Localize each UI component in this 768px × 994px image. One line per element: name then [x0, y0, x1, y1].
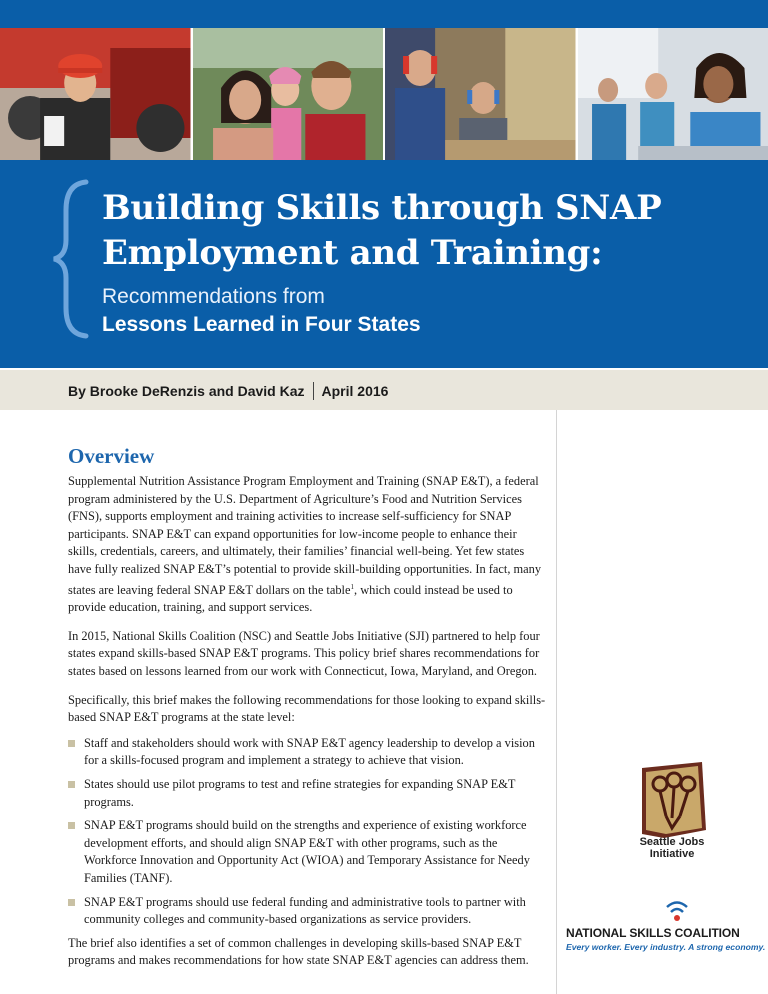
brace-ornament: [50, 178, 94, 340]
byline-authors: By Brooke DeRenzis and David Kaz: [68, 383, 305, 399]
bullet-square-icon: [68, 781, 75, 788]
title-line-1: Building Skills through SNAP: [102, 188, 662, 228]
recommendations-list: [68, 735, 546, 929]
family-photo: [193, 28, 384, 160]
paragraph-1-text-b: , which could instead be used to provide education, training, and support services.: [68, 582, 513, 615]
overview-paragraph-2: In 2015, National Skills Coalition (NSC) and Seattle Jobs Initiative (SJI) partnered to help four states expand skills-based SNAP E&T programs. This policy brief shares recommendations for states based on lessons learned from our work with Connecticut, Iowa, Maryland, and Oregon.: [68, 628, 540, 679]
subtitle-line-2: Lessons Learned in Four States: [102, 313, 421, 336]
bullet-square-icon: [68, 899, 75, 906]
nsc-signal-icon: [662, 898, 692, 924]
bullet-square-icon: [68, 740, 75, 747]
top-color-bar: [0, 0, 768, 28]
list-item: [68, 776, 546, 811]
list-item-text: Staff and stakeholders should work with SNAP E&T agency leadership to develop a vision for a skills-focused program and implement a strategy to achieve that vision.: [84, 735, 535, 768]
byline-separator: [313, 382, 314, 400]
column-divider: [556, 410, 557, 994]
sji-line-2: Initiative: [649, 848, 695, 860]
list-item-text: SNAP E&T programs should use federal funding and administrative tools to partner with community colleges and community-based organizations as service providers.: [84, 894, 526, 927]
photo-strip: [0, 28, 768, 160]
list-item: [68, 894, 546, 929]
list-item: [68, 735, 546, 770]
overview-paragraph-3: Specifically, this brief makes the following recommendations for those looking to expand skills-based SNAP E&T programs at the state level:: [68, 692, 546, 725]
list-item: [68, 817, 546, 887]
list-item-text: SNAP E&T programs should build on the strengths and experience of existing workforce development efforts, and should align SNAP E&T with other programs, such as the Workforce Innovation and Opportunity Act (WIOA) and Temporary Assistance for Needy Families (TANF).: [84, 818, 530, 885]
title-line-2: Employment and Training:: [102, 233, 603, 273]
nsc-logo-tagline: Every worker. Every industry. A strong economy.: [566, 942, 766, 952]
workshop-training-photo: [385, 28, 576, 160]
classroom-students-photo: [578, 28, 768, 160]
byline: [68, 382, 388, 400]
overview-heading: Overview: [68, 444, 155, 468]
worker-hardhat-photo: [0, 28, 191, 160]
nsc-logo-name: NATIONAL SKILLS COALITION: [566, 926, 740, 940]
list-item-text: States should use pilot programs to test and refine strategies for expanding SNAP E&T programs.: [84, 777, 516, 809]
footnote-marker: 1: [350, 582, 354, 591]
subtitle-line-1: Recommendations from: [102, 285, 325, 308]
sji-logo-text: [632, 836, 712, 860]
overview-paragraph-1: [68, 473, 546, 617]
overview-section: [68, 444, 546, 981]
document-title: [102, 186, 742, 276]
sji-line-1: Seattle Jobs: [639, 836, 705, 848]
bullet-square-icon: [68, 822, 75, 829]
byline-date: April 2016: [321, 383, 389, 399]
overview-paragraph-4: The brief also identifies a set of common challenges in developing skills-based SNAP E&T programs and makes recommendations for how state SNAP E&T agencies can address them.: [68, 935, 529, 968]
paragraph-1-text-a: Supplemental Nutrition Assistance Program Employment and Training (SNAP E&T), a federal program administered by the U.S. Department of Agriculture’s Food and Nutrition Services (FNS), supports employment and training activities to increase self-sufficiency for SNAP participants. SNAP E&T can expand opportunities for low-income people to enhance their skills, credentials, careers, and ultimately, their families’ financial well-being. Yet few states have fully realized SNAP E&T’s potential to provide skill-building opportunities. In fact, many states are leaving federal SNAP E&T dollars on the table: [68, 474, 542, 597]
